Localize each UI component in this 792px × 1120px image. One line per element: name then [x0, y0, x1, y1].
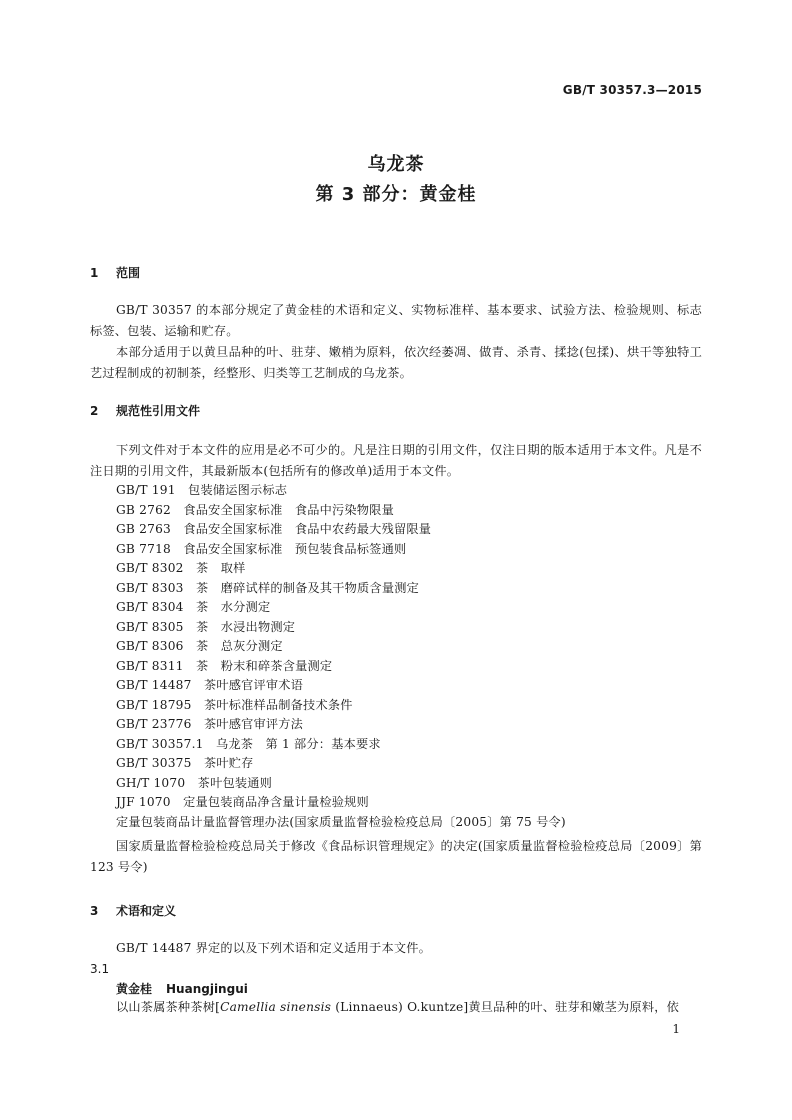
- document-subtitle: 第 3 部分：黄金桂: [315, 184, 477, 205]
- reference-item: GB/T 191 包装储运图示标志: [116, 483, 288, 497]
- latin-species-name: Camellia sinensis: [220, 1000, 332, 1014]
- section-title: 范围: [116, 266, 141, 280]
- reference-item: GB 7718 食品安全国家标准 预包装食品标签通则: [116, 541, 407, 556]
- section-1-heading: [90, 264, 140, 281]
- scope-paragraph-2: 本部分适用于以黄旦品种的叶、驻芽、嫩梢为原料，依次经萎凋、做青、杀青、揉捻(包揉)、烘干等独特工艺过程制成的初制茶，经整形、归类等工艺制成的乌龙茶。: [90, 345, 702, 380]
- term-heading: [116, 980, 248, 997]
- terms-intro: GB/T 14487 界定的以及下列术语和定义适用于本文件。: [116, 941, 432, 955]
- section-title: 术语和定义: [116, 904, 177, 918]
- section-3-heading: [90, 902, 176, 919]
- reference-item: GH/T 1070 茶叶包装通则: [116, 775, 273, 790]
- reference-item: GB/T 23776 茶叶感官审评方法: [116, 717, 304, 731]
- definition-text-cont: (Linnaeus) O.kuntze]黄旦品种的叶、驻芽和嫩茎为原料，依: [331, 1000, 679, 1014]
- reference-item-last: 国家质量监督检验检疫总局关于修改《食品标识管理规定》的决定(国家质量监督检验检疫总局〔2009〕第 123 号令): [90, 839, 702, 874]
- section-number: 3: [90, 904, 99, 918]
- reference-item: GB/T 8304 茶 水分测定: [116, 600, 271, 614]
- reference-item: GB/T 30375 茶叶贮存: [116, 756, 254, 770]
- reference-item: GB/T 8302 茶 取样: [116, 561, 246, 575]
- term-chinese: 黄金桂: [116, 982, 153, 996]
- page-number: 1: [672, 1022, 680, 1036]
- reference-list: [116, 481, 566, 832]
- section-number: 1: [90, 266, 99, 280]
- reference-item: GB 2763 食品安全国家标准 食品中农药最大残留限量: [116, 522, 432, 536]
- standard-number: GB/T 30357.3—2015: [562, 83, 702, 97]
- definition-text: 以山茶属茶种茶树[: [116, 1000, 221, 1014]
- reference-item: 定量包装商品计量监督管理办法(国家质量监督检验检疫总局〔2005〕第 75 号令): [116, 814, 566, 829]
- reference-item: GB/T 18795 茶叶标准样品制备技术条件: [116, 697, 353, 712]
- reference-item: GB/T 8303 茶 磨碎试样的制备及其干物质含量测定: [116, 580, 419, 595]
- reference-item: GB/T 8306 茶 总灰分测定: [116, 639, 283, 653]
- section-title: 规范性引用文件: [116, 404, 201, 418]
- section-2-heading: [90, 402, 200, 419]
- reference-item: GB 2762 食品安全国家标准 食品中污染物限量: [116, 502, 394, 517]
- scope-paragraph-1: GB/T 30357 的本部分规定了黄金桂的术语和定义、实物标准样、基本要求、试验方法、检验规则、标志标签、包装、运输和贮存。: [90, 303, 702, 338]
- references-intro: 下列文件对于本文件的应用是必不可少的。凡是注日期的引用文件，仅注日期的版本适用于本文件。凡是不注日期的引用文件，其最新版本(包括所有的修改单)适用于本文件。: [90, 443, 702, 478]
- reference-item: GB/T 8305 茶 水浸出物测定: [116, 619, 296, 634]
- term-definition: [116, 997, 679, 1017]
- term-number: 3.1: [90, 962, 110, 976]
- reference-item: GB/T 14487 茶叶感官评审术语: [116, 678, 304, 692]
- section-number: 2: [90, 404, 99, 418]
- reference-item: JJF 1070 定量包装商品净含量计量检验规则: [116, 795, 369, 809]
- reference-item: GB/T 8311 茶 粉末和碎茶含量测定: [116, 658, 333, 673]
- document-title: 乌龙茶: [367, 154, 425, 175]
- reference-item: GB/T 30357.1 乌龙茶 第 1 部分：基本要求: [116, 736, 381, 751]
- term-english: Huangjingui: [166, 982, 248, 996]
